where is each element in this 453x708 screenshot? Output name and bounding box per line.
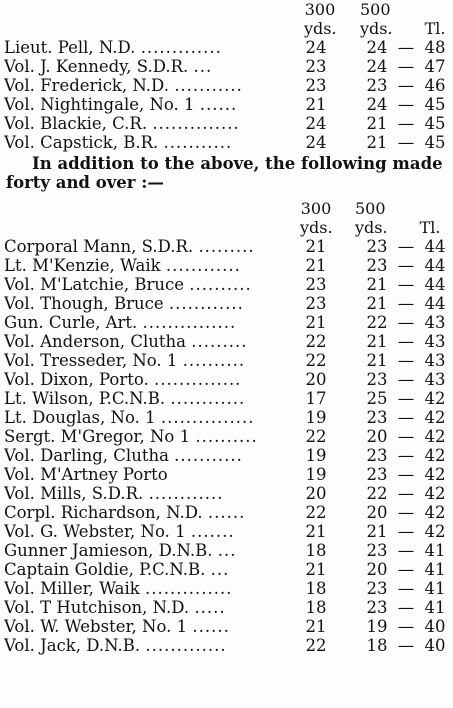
score-500: 21 (366, 275, 388, 294)
score-300: 21 (305, 522, 327, 541)
score-dash: — (397, 114, 415, 133)
col-500-unit: yds. (355, 218, 388, 237)
score-total: 42 (424, 389, 446, 408)
col-500-unit: yds. (360, 19, 393, 38)
leader-dots: ... (193, 57, 213, 76)
score-500: 20 (366, 503, 388, 522)
competitor-name (4, 522, 300, 541)
competitor-name (4, 541, 300, 560)
leader-dots: ............ (165, 256, 241, 275)
score-row (0, 76, 453, 95)
score-row (0, 484, 453, 503)
score-total: 41 (424, 560, 446, 579)
leader-dots: .......... (182, 351, 246, 370)
score-300: 19 (305, 465, 327, 484)
score-row (0, 38, 453, 57)
leader-dots: ............... (142, 313, 237, 332)
competitor-name (4, 57, 300, 76)
score-500: 23 (366, 465, 388, 484)
competitor-name-text: Vol. W. Webster, No. 1 (4, 617, 188, 636)
competitor-name-text: Gunner Jamieson, D.N.B. (4, 541, 213, 560)
score-dash: — (397, 313, 415, 332)
score-dash: — (397, 579, 415, 598)
competitor-name-text: Vol. G. Webster, No. 1 (4, 522, 186, 541)
score-row (0, 237, 453, 256)
score-row (0, 427, 453, 446)
score-300: 18 (305, 541, 327, 560)
competitor-name-text: Sergt. M'Gregor, No 1 (4, 427, 191, 446)
score-500: 23 (366, 579, 388, 598)
score-row (0, 598, 453, 617)
competitor-name-text: Vol. Capstick, B.R. (4, 133, 159, 152)
score-500: 23 (366, 598, 388, 617)
score-500: 22 (366, 484, 388, 503)
score-row (0, 389, 453, 408)
competitor-name-text: Vol. Though, Bruce (4, 294, 164, 313)
score-row (0, 351, 453, 370)
leader-dots: ............. (140, 38, 222, 57)
competitor-name-text: Vol. M'Artney Porto (4, 465, 168, 484)
score-300: 22 (305, 636, 327, 655)
score-dash: — (397, 617, 415, 636)
score-dash: — (397, 237, 415, 256)
score-total: 46 (424, 76, 446, 95)
competitor-name-text: Lt. Douglas, No. 1 (4, 408, 156, 427)
score-total: 44 (424, 237, 446, 256)
score-dash: — (397, 370, 415, 389)
competitor-name (4, 76, 300, 95)
leader-dots: ............. (145, 636, 227, 655)
score-500: 24 (366, 38, 388, 57)
score-500: 23 (366, 446, 388, 465)
score-dash: — (397, 408, 415, 427)
competitor-name (4, 133, 300, 152)
competitor-name-text: Vol. Tresseder, No. 1 (4, 351, 178, 370)
score-total: 42 (424, 408, 446, 427)
col-500-label: 500 (355, 199, 386, 218)
competitor-name-text: Vol. Anderson, Clutha (4, 332, 186, 351)
score-300: 21 (305, 256, 327, 275)
leader-dots: ............ (170, 389, 246, 408)
leader-dots: ...... (192, 617, 230, 636)
leader-dots: ..... (194, 598, 226, 617)
col-300-unit: yds. (304, 19, 337, 38)
score-300: 22 (305, 351, 327, 370)
competitor-name-text: Gun. Curle, Art. (4, 313, 138, 332)
score-row (0, 446, 453, 465)
score-row (0, 313, 453, 332)
score-row (0, 332, 453, 351)
score-dash: — (397, 446, 415, 465)
score-500: 23 (366, 76, 388, 95)
score-total: 42 (424, 522, 446, 541)
score-300: 24 (305, 114, 327, 133)
competitor-name (4, 617, 300, 636)
score-total: 40 (424, 636, 446, 655)
score-dash: — (397, 351, 415, 370)
score-500: 23 (366, 237, 388, 256)
score-300: 20 (305, 484, 327, 503)
score-300: 23 (305, 76, 327, 95)
competitor-name-text: Vol. Jack, D.N.B. (4, 636, 141, 655)
score-total: 40 (424, 617, 446, 636)
header-units-row (0, 218, 453, 237)
score-dash: — (397, 294, 415, 313)
competitor-name (4, 351, 300, 370)
score-300: 18 (305, 579, 327, 598)
header-ranges-row (0, 199, 453, 218)
score-row (0, 465, 453, 484)
score-row (0, 408, 453, 427)
score-500: 24 (366, 57, 388, 76)
score-dash: — (397, 57, 415, 76)
score-row (0, 114, 453, 133)
score-300: 17 (305, 389, 327, 408)
score-total: 47 (424, 57, 446, 76)
score-500: 25 (366, 389, 388, 408)
competitor-name-text: Vol. Darling, Clutha (4, 446, 169, 465)
score-dash: — (397, 503, 415, 522)
score-500: 19 (366, 617, 388, 636)
competitor-name (4, 294, 300, 313)
score-300: 21 (305, 313, 327, 332)
competitor-name (4, 408, 300, 427)
score-dash: — (397, 275, 415, 294)
competitor-name (4, 313, 300, 332)
score-total: 42 (424, 503, 446, 522)
score-500: 18 (366, 636, 388, 655)
competitor-name (4, 237, 300, 256)
leader-dots: ............ (148, 484, 224, 503)
score-300: 21 (305, 617, 327, 636)
score-header-2 (0, 199, 453, 237)
leader-dots: ......... (198, 237, 255, 256)
score-300: 24 (305, 133, 327, 152)
score-dash: — (397, 636, 415, 655)
score-total: 45 (424, 114, 446, 133)
leader-dots: .............. (145, 579, 233, 598)
competitor-name (4, 446, 300, 465)
leader-dots: ........... (163, 133, 233, 152)
header-ranges-row (0, 0, 453, 19)
score-300: 23 (305, 275, 327, 294)
score-dash: — (397, 95, 415, 114)
competitor-name-text: Lieut. Pell, N.D. (4, 38, 136, 57)
competitor-name-text: Corporal Mann, S.D.R. (4, 237, 194, 256)
score-500: 21 (366, 522, 388, 541)
score-total: 42 (424, 465, 446, 484)
competitor-name (4, 579, 300, 598)
score-dash: — (397, 389, 415, 408)
leader-dots: ........... (174, 76, 243, 95)
score-total: 42 (424, 484, 446, 503)
score-500: 20 (366, 560, 388, 579)
score-dash: — (397, 332, 415, 351)
score-500: 22 (366, 313, 388, 332)
competitor-name (4, 114, 300, 133)
competitor-name-text: Vol. T Hutchison, N.D. (4, 598, 190, 617)
score-dash: — (397, 133, 415, 152)
score-row (0, 541, 453, 560)
competitor-name-text: Lt. Wilson, P.C.N.B. (4, 389, 166, 408)
score-total: 43 (424, 351, 446, 370)
score-300: 21 (305, 95, 327, 114)
score-500: 21 (366, 332, 388, 351)
score-300: 23 (305, 57, 327, 76)
competitor-name (4, 484, 300, 503)
score-total: 42 (424, 427, 446, 446)
score-total: 45 (424, 95, 446, 114)
leader-dots: ............... (160, 408, 255, 427)
score-dash: — (397, 38, 415, 57)
leader-dots: .......... (195, 427, 258, 446)
score-500: 20 (366, 427, 388, 446)
score-row (0, 95, 453, 114)
score-300: 22 (305, 332, 327, 351)
leader-dots: .......... (189, 275, 252, 294)
score-row (0, 294, 453, 313)
score-300: 19 (305, 446, 327, 465)
addition-paragraph: In addition to the above, the following made forty and over :— (6, 154, 443, 192)
competitor-name (4, 95, 300, 114)
competitor-name (4, 465, 300, 484)
score-row (0, 579, 453, 598)
score-300: 22 (305, 503, 327, 522)
score-dash: — (397, 76, 415, 95)
score-500: 23 (366, 370, 388, 389)
score-total: 44 (424, 294, 446, 313)
score-dash: — (397, 465, 415, 484)
score-500: 23 (366, 256, 388, 275)
score-row (0, 522, 453, 541)
competitor-name (4, 636, 300, 655)
score-500: 23 (366, 408, 388, 427)
competitor-name-text: Vol. Nightingale, No. 1 (4, 95, 195, 114)
score-dash: — (397, 256, 415, 275)
competitor-name-text: Vol. Mills, S.D.R. (4, 484, 144, 503)
score-300: 21 (305, 237, 327, 256)
score-total: 42 (424, 446, 446, 465)
competitor-name (4, 256, 300, 275)
score-total: 45 (424, 133, 446, 152)
competitor-name (4, 370, 300, 389)
score-dash: — (397, 541, 415, 560)
score-dash: — (397, 484, 415, 503)
score-total: 43 (424, 370, 446, 389)
score-row (0, 256, 453, 275)
score-500: 21 (366, 294, 388, 313)
score-row (0, 636, 453, 655)
score-total: 43 (424, 332, 446, 351)
leader-dots: .............. (154, 370, 242, 389)
competitor-name-text: Vol. M'Latchie, Bruce (4, 275, 185, 294)
score-500: 24 (366, 95, 388, 114)
score-row (0, 617, 453, 636)
score-500: 21 (366, 133, 388, 152)
competitor-name-text: Vol. J. Kennedy, S.D.R. (4, 57, 189, 76)
score-total: 41 (424, 598, 446, 617)
score-total: 44 (424, 256, 446, 275)
leader-dots: ...... (207, 503, 246, 522)
score-300: 19 (305, 408, 327, 427)
leader-dots: ............ (168, 294, 244, 313)
score-dash: — (397, 522, 415, 541)
score-row (0, 560, 453, 579)
competitor-name (4, 427, 300, 446)
score-row (0, 370, 453, 389)
header-units-row (0, 19, 453, 38)
leader-dots: ........... (174, 446, 243, 465)
competitor-name (4, 503, 300, 522)
col-500-label: 500 (360, 0, 391, 19)
score-500: 23 (366, 541, 388, 560)
score-300: 24 (305, 38, 327, 57)
col-300-label: 300 (304, 0, 336, 19)
competitor-name-text: Corpl. Richardson, N.D. (4, 503, 203, 522)
score-dash: — (397, 427, 415, 446)
leader-dots: ...... (199, 95, 238, 114)
score-total: 41 (424, 541, 446, 560)
competitor-name-text: Vol. Miller, Waik (4, 579, 140, 598)
leader-dots: ....... (190, 522, 235, 541)
score-500: 21 (366, 114, 388, 133)
col-300-label: 300 (300, 199, 332, 218)
competitor-name-text: Vol. Blackie, C.R. (4, 114, 148, 133)
competitor-name (4, 38, 300, 57)
score-300: 23 (305, 294, 327, 313)
competitor-name (4, 389, 300, 408)
score-header-1 (0, 0, 453, 38)
score-dash: — (397, 598, 415, 617)
score-300: 22 (305, 427, 327, 446)
leader-dots: ... (210, 560, 230, 579)
competitor-name (4, 598, 300, 617)
competitor-name-text: Vol. Dixon, Porto. (4, 370, 149, 389)
score-dash: — (397, 560, 415, 579)
score-total: 48 (424, 38, 446, 57)
competitor-name-text: Lt. M'Kenzie, Waik (4, 256, 161, 275)
score-total: 41 (424, 579, 446, 598)
score-table-top (0, 38, 453, 152)
score-300: 18 (305, 598, 327, 617)
competitor-name (4, 275, 300, 294)
total-label: Tl. (424, 19, 446, 38)
score-300: 21 (305, 560, 327, 579)
leader-dots: .............. (152, 114, 240, 133)
leader-dots: ......... (191, 332, 248, 351)
score-500: 21 (366, 351, 388, 370)
total-label: Tl. (419, 218, 441, 237)
score-row (0, 275, 453, 294)
col-300-unit: yds. (300, 218, 333, 237)
competitor-name (4, 560, 300, 579)
score-row (0, 57, 453, 76)
competitor-name-text: Captain Goldie, P.C.N.B. (4, 560, 206, 579)
score-row (0, 133, 453, 152)
score-total: 44 (424, 275, 446, 294)
score-300: 20 (305, 370, 327, 389)
score-total: 43 (424, 313, 446, 332)
leader-dots: ... (217, 541, 237, 560)
competitor-name (4, 332, 300, 351)
score-table-bottom (0, 237, 453, 655)
score-row (0, 503, 453, 522)
competitor-name-text: Vol. Frederick, N.D. (4, 76, 169, 95)
